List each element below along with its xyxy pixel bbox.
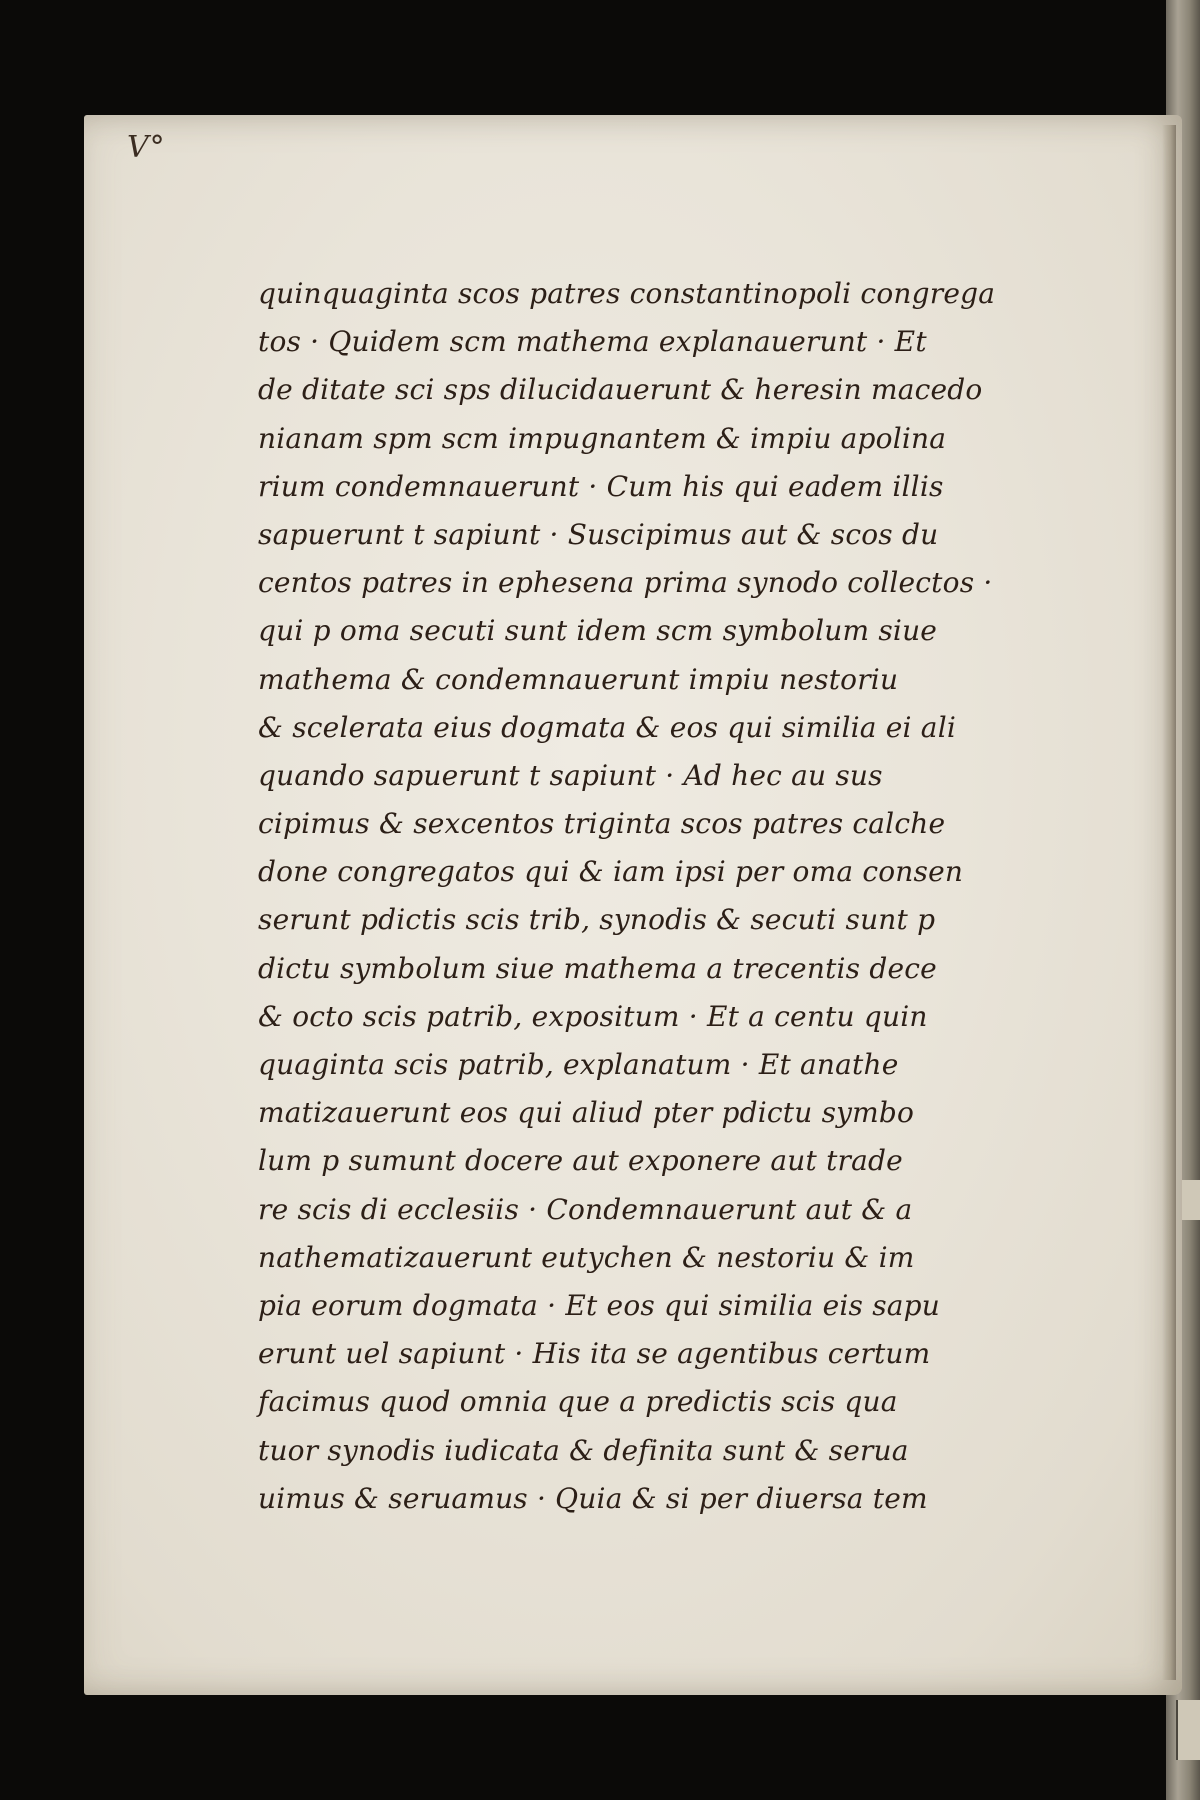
manuscript-text [258, 270, 1118, 1523]
text-line: pia eorum dogmata · Et eos qui similia eis sapu [258, 1288, 941, 1322]
folio-number: V° [127, 130, 166, 165]
text-line: cipimus & sexcentos triginta scos patres calche [258, 807, 946, 841]
text-line: rium condemnauerunt · Cum his qui eadem illis [258, 469, 944, 503]
text-line: uimus & seruamus · Quia & si per diuersa tem [258, 1481, 928, 1515]
text-line: tos · Quidem scm mathema explanauerunt · Et [258, 325, 927, 359]
text-line: serunt pdictis scis trib, synodis & secuti sunt p [258, 903, 936, 937]
text-line: re scis di ecclesiis · Condemnauerunt aut & a [258, 1192, 913, 1226]
text-line: quinquaginta scos patres constantinopoli congrega [258, 277, 996, 310]
text-line: & scelerata eius dogmata & eos qui similia ei ali [258, 710, 957, 744]
text-line: & octo scis patrib, expositum · Et a centu quin [258, 999, 928, 1033]
page-gutter-shadow [1162, 125, 1176, 1680]
text-line: tuor synodis iudicata & definita sunt & serua [258, 1433, 909, 1467]
text-line: nianam spm scm impugnantem & impiu apolina [258, 421, 947, 455]
text-line: mathema & condemnauerunt impiu nestoriu [258, 662, 899, 696]
text-line: quaginta scis patrib, explanatum · Et anathe [258, 1048, 899, 1081]
text-line: centos patres in ephesena prima synodo collectos · [258, 566, 993, 600]
text-line: lum p sumunt docere aut exponere aut trade [258, 1144, 903, 1178]
text-line: dictu symbolum siue mathema a trecentis dece [258, 951, 937, 985]
text-line: nathematizauerunt eutychen & nestoriu & im [258, 1240, 915, 1274]
text-line: sapuerunt t sapiunt · Suscipimus aut & scos du [258, 517, 939, 551]
text-line: quando sapuerunt t sapiunt · Ad hec au sus [258, 758, 883, 792]
text-line: qui p oma secuti sunt idem scm symbolum siue [258, 614, 938, 648]
text-line: done congregatos qui & iam ipsi per oma consen [258, 855, 964, 889]
text-line: matizauerunt eos qui aliud pter pdictu symbo [258, 1096, 915, 1130]
text-line: facimus quod omnia que a predictis scis qua [258, 1385, 898, 1419]
text-line: erunt uel sapiunt · His ita se agentibus certum [258, 1337, 931, 1371]
text-line: de ditate sci sps dilucidauerunt & heresin macedo [258, 373, 983, 407]
page-edge-strip [1176, 1700, 1200, 1760]
